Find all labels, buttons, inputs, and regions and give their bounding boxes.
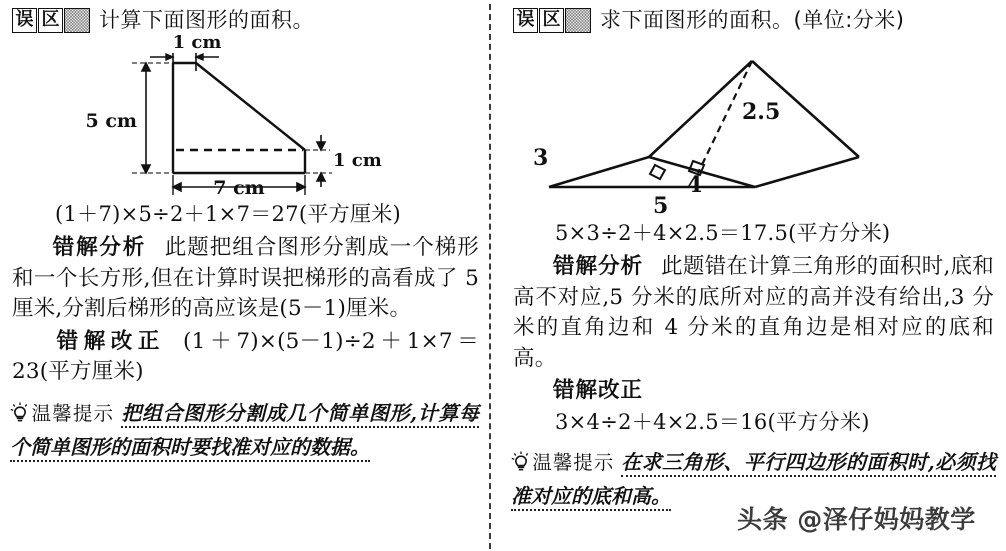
label-height-2-5: 2.5: [742, 99, 781, 125]
left-figure: [0, 35, 489, 195]
right-header-text: 求下面图形的面积。(单位:分米): [600, 8, 905, 32]
wuqu-badge: [12, 8, 90, 33]
left-analysis-label: 错解分析: [52, 235, 146, 260]
badge-char-2: 区: [539, 8, 564, 33]
triangle-parallelogram-svg: [497, 39, 1006, 214]
label-side-3: 3: [533, 145, 549, 171]
left-wrong-formula: (1＋7)×5÷2＋1×7＝27(平方厘米): [55, 202, 402, 226]
halftone-block-icon: [64, 8, 90, 33]
badge-char-2: 区: [38, 8, 63, 33]
badge-char-1: 误: [513, 8, 538, 33]
left-correction-paragraph: [12, 327, 479, 388]
left-question-header: [0, 0, 489, 33]
label-right-1cm: 1 cm: [333, 150, 382, 171]
left-tip-block: [10, 398, 479, 462]
left-correction-text: (1＋7)×(5－1)÷2＋1×7＝23(平方厘米): [12, 328, 479, 384]
right-question-header: [497, 0, 1006, 33]
right-analysis-label: 错解分析: [553, 254, 644, 279]
composite-trapezoid-rectangle-svg: [0, 35, 489, 195]
right-figure: [497, 39, 1006, 214]
lightbulb-icon: [10, 402, 30, 432]
right-tip-block: [511, 447, 996, 511]
left-tip-text: 把组合图形分割成几个简单图形,计算每个简单图形的面积时要找准对应的数据。: [10, 401, 479, 462]
label-base-5: 5: [653, 193, 669, 214]
left-analysis-paragraph: [12, 233, 479, 325]
right-correction-formula: 3×4÷2＋4×2.5＝16(平方分米): [555, 409, 870, 434]
left-analysis-text: 此题把组合图形分割成一个梯形和一个长方形,但在计算时误把梯形的高看成了 5 厘米,分割后梯形的高应该是(5－1)厘米。: [12, 235, 479, 321]
left-tip-label: 温馨提示: [31, 401, 115, 425]
right-tip-text: 在求三角形、平行四边形的面积时,必须找准对应的底和高。: [511, 450, 996, 511]
wuqu-badge: [513, 8, 591, 33]
right-correction-label-line: [513, 376, 994, 407]
right-correction-label: 错解改正: [553, 378, 644, 403]
right-analysis-paragraph: [513, 252, 994, 374]
lightbulb-icon: [511, 451, 531, 481]
watermark: 头条 @泽仔妈妈教学: [737, 505, 976, 534]
left-correction-label: 错解改正: [52, 328, 166, 354]
badge-char-1: 误: [12, 8, 37, 33]
label-bottom-7cm: 7 cm: [213, 177, 265, 195]
left-header-text: 计算下面图形的面积。: [99, 8, 314, 32]
left-column: [0, 0, 489, 551]
label-side-4: 4: [687, 172, 703, 198]
column-divider: [489, 4, 491, 549]
right-analysis-text: 此题错在计算三角形的面积时,底和高不对应,5 分米的底所对应的高并没有给出,3 分米的直角边和 4 分米的直角边是相对应的底和高。: [513, 254, 994, 371]
halftone-block-icon: [565, 8, 591, 33]
right-column: [497, 0, 1006, 551]
right-wrong-formula: 5×3÷2＋4×2.5＝17.5(平方分米): [555, 221, 891, 245]
label-top-1cm: 1 cm: [172, 35, 222, 53]
right-angle-mark-1: [650, 165, 665, 179]
right-tip-label: 温馨提示: [532, 450, 615, 474]
label-left-5cm: 5 cm: [85, 110, 137, 132]
